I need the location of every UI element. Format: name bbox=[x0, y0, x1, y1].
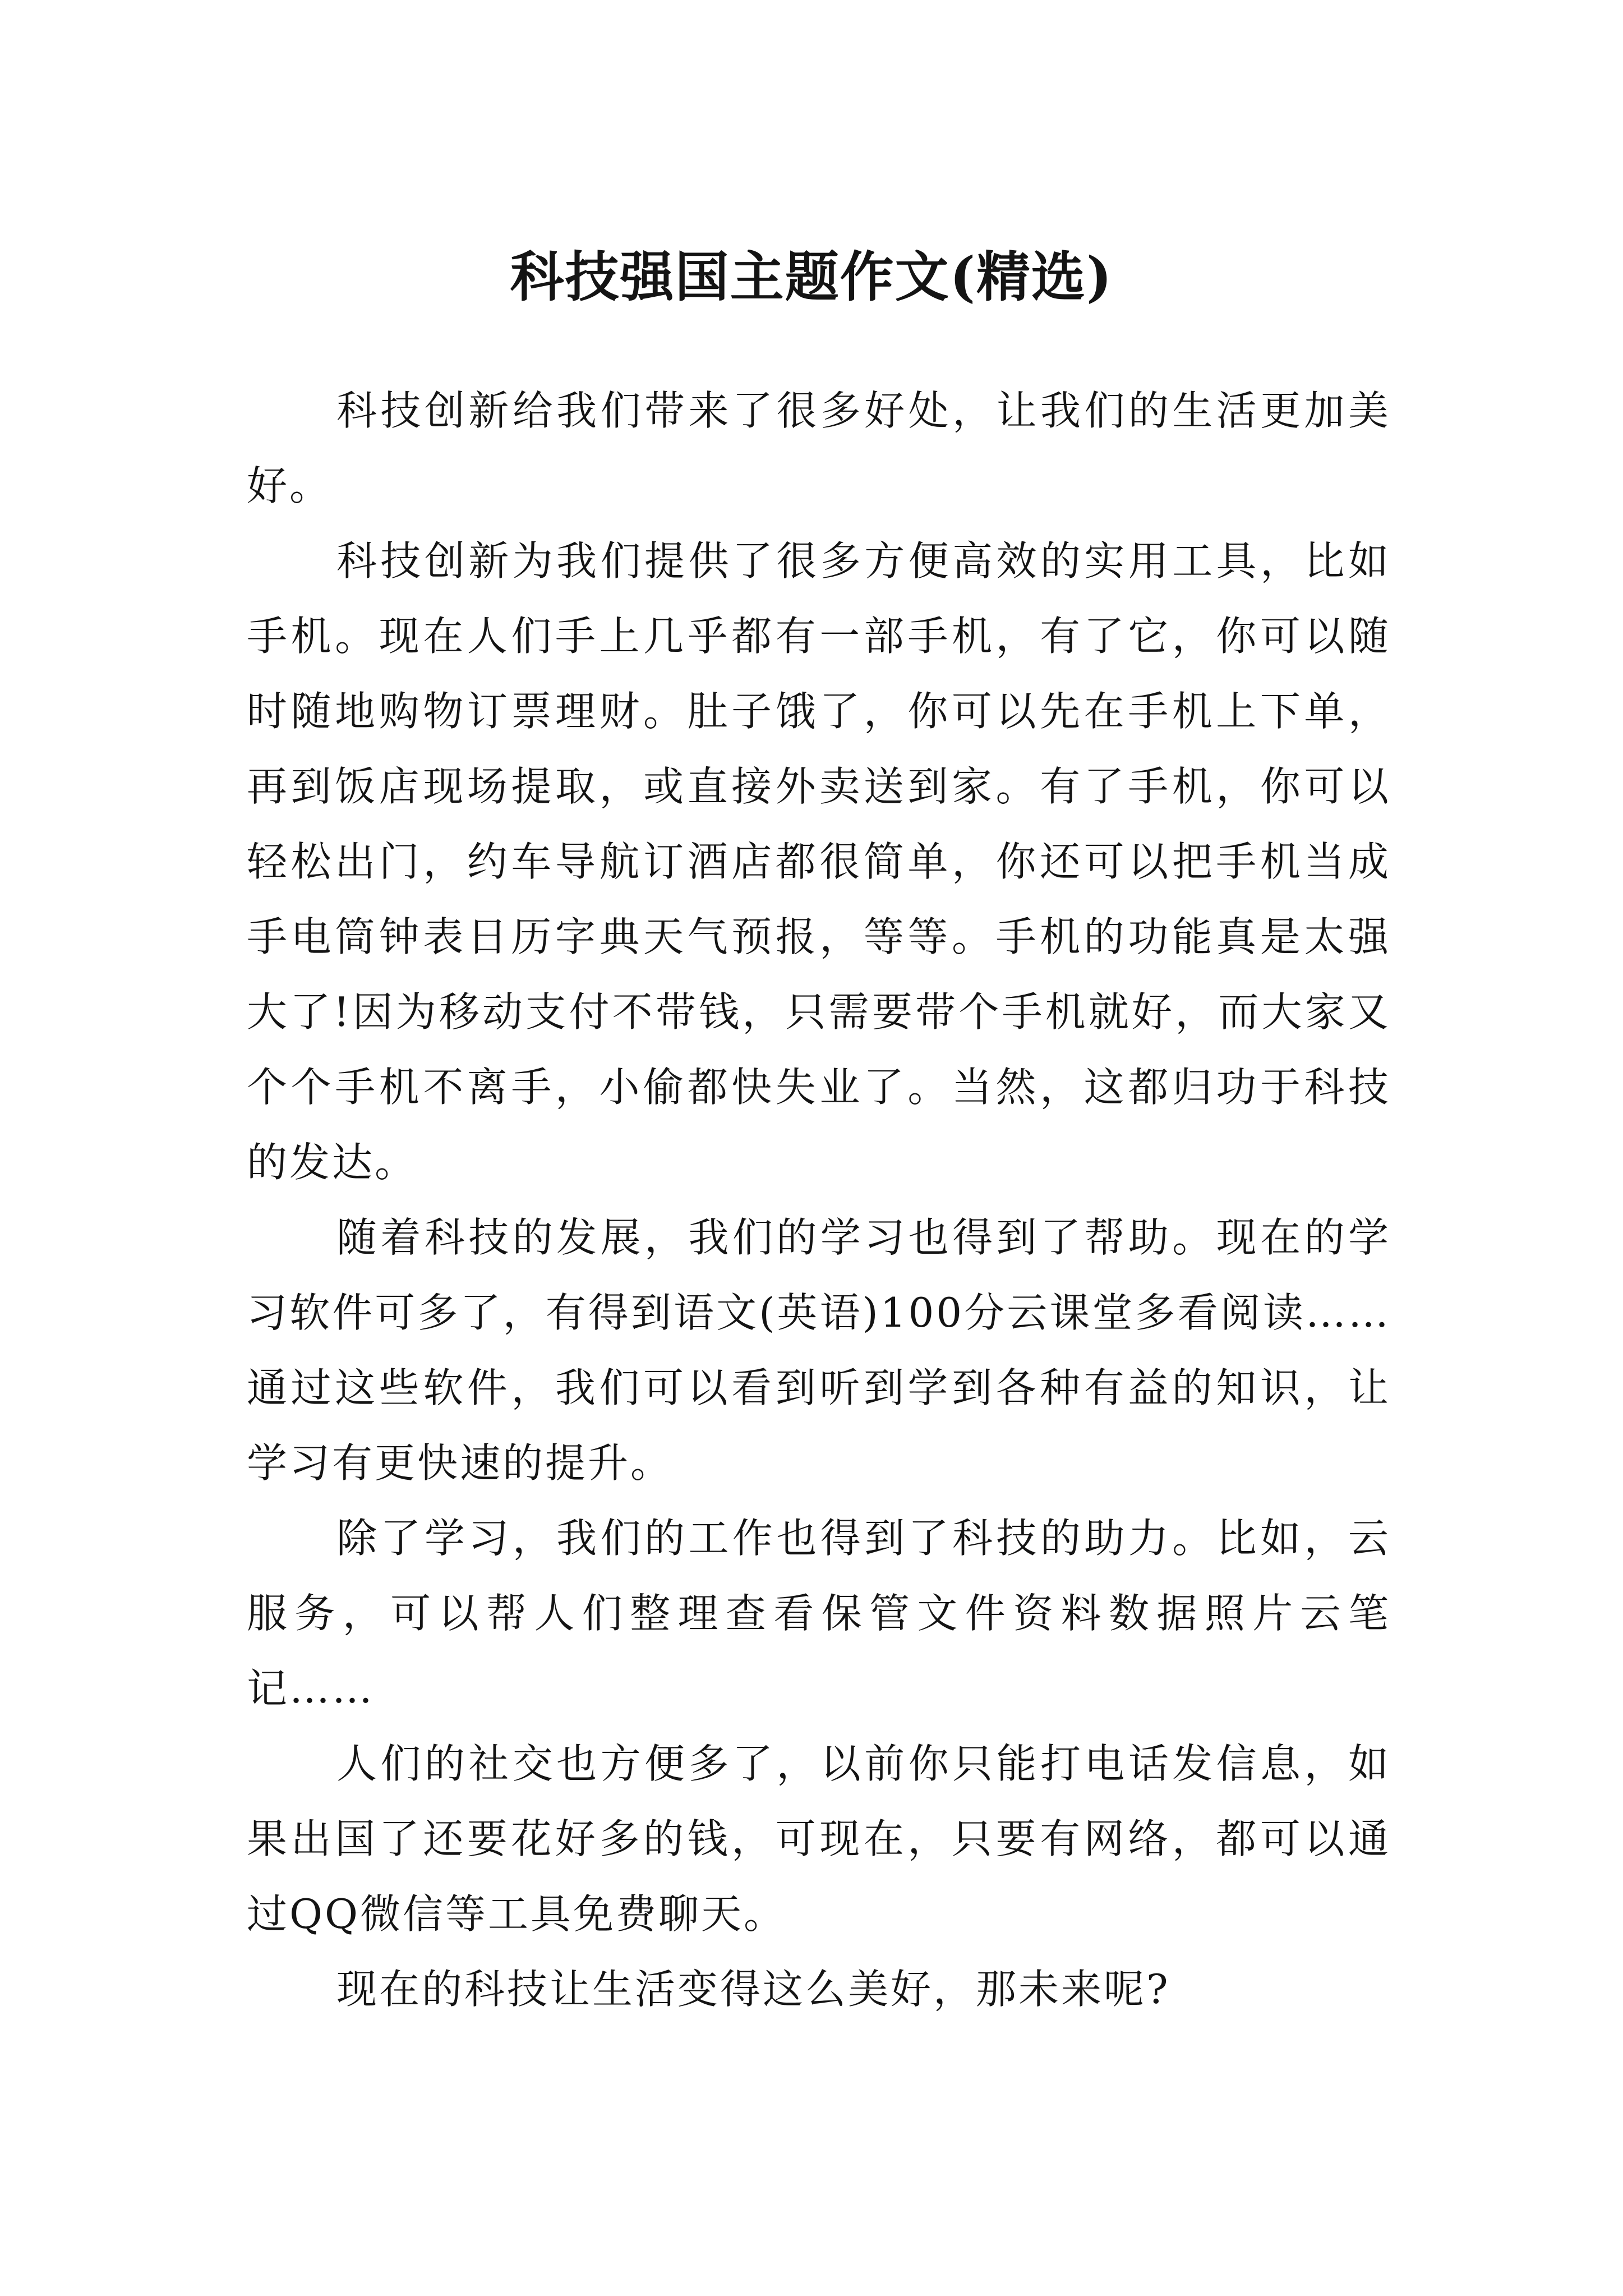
paragraph: 人们的社交也方便多了，以前你只能打电话发信息，如果出国了还要花好多的钱，可现在，只要有网络，都可以通过QQ微信等工具免费聊天。 bbox=[247, 1740, 1391, 1938]
document-body bbox=[247, 373, 1391, 2027]
paragraph: 除了学习，我们的工作也得到了科技的助力。比如，云服务，可以帮人们整理查看保管文件资料数据照片云笔记…… bbox=[247, 1515, 1391, 1712]
document-title: 科技强国主题作文(精选) bbox=[510, 245, 1113, 309]
paragraph: 科技创新为我们提供了很多方便高效的实用工具，比如手机。现在人们手上几乎都有一部手机，有了它，你可以随时随地购物订票理财。肚子饿了，你可以先在手机上下单，再到饭店现场提取，或直接外卖送到家。有了手机，你可以轻松出门，约车导航订酒店都很简单，你还可以把手机当成手电筒钟表日历字典天气预报，等等。手机的功能真是太强大了!因为移动支付不带钱，只需要带个手机就好，而大家又个个手机不离手，小偷都快失业了。当然，这都归功于科技的发达。 bbox=[247, 537, 1391, 1186]
paragraph: 随着科技的发展，我们的学习也得到了帮助。现在的学习软件可多了，有得到语文(英语)100分云课堂多看阅读……通过这些软件，我们可以看到听到学到各种有益的知识，让学习有更快速的提升。 bbox=[247, 1214, 1391, 1487]
paragraph: 科技创新给我们带来了很多好处，让我们的生活更加美好。 bbox=[247, 387, 1391, 509]
paragraph: 现在的科技让生活变得这么美好，那未来呢? bbox=[336, 1966, 1170, 2013]
